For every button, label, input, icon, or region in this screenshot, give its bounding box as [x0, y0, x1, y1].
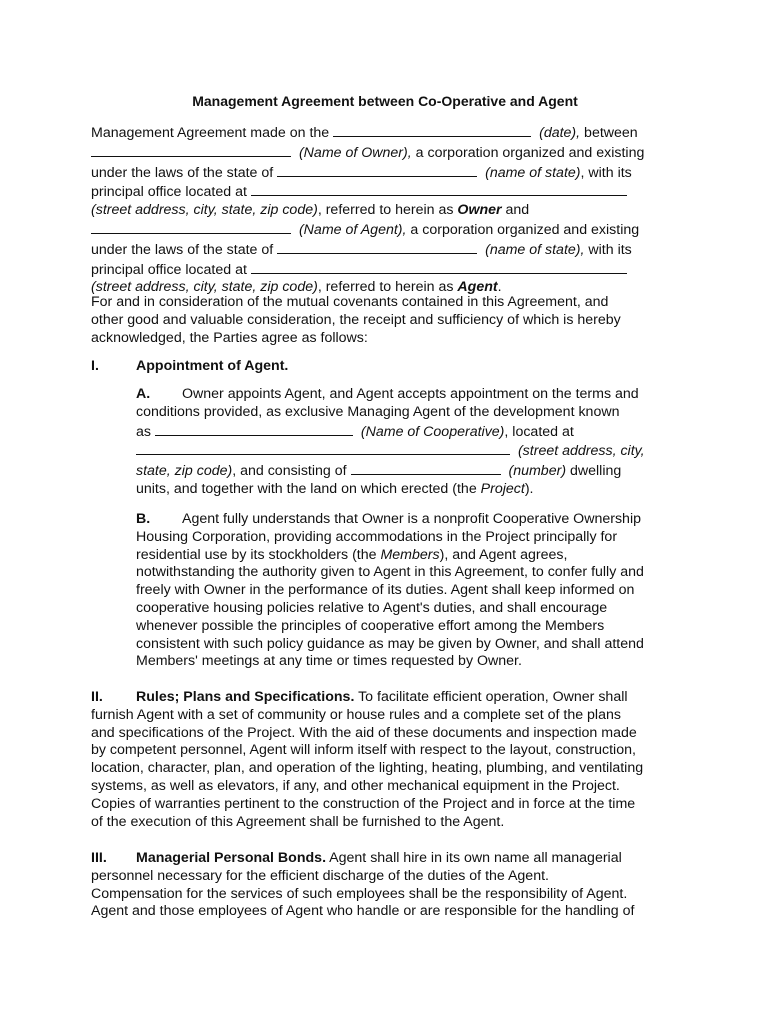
section-number: III.	[91, 850, 107, 866]
paragraph-line: For and in consideration of the mutual covenants contained in this Agreement, and	[91, 294, 609, 310]
agent-address-hint: (street address, city, state, zip code)	[91, 279, 318, 296]
intro-paragraph	[91, 123, 691, 297]
date-blank[interactable]	[333, 123, 531, 137]
owner-address-hint: (street address, city, state, zip code)	[91, 202, 318, 219]
agent-term: Agent	[457, 279, 498, 296]
paragraph-line: Compensation for the services of such employees shall be the responsibility of Agent.	[91, 885, 628, 902]
project-address-hint: state, zip code)	[136, 463, 233, 480]
section-title: Rules; Plans and Specifications.	[136, 689, 355, 705]
paragraph-line: freely with Owner in the performance of its duties. Agent shall keep informed on	[136, 582, 635, 599]
paragraph-line: by competent personnel, Agent will inform itself with respect to the layout, construction,	[91, 742, 636, 759]
dwelling-count-hint: (number)	[508, 463, 567, 480]
paragraph-line: furnish Agent with a set of community or house rules and a complete set of the plans	[91, 706, 621, 723]
intro-text: with its	[584, 241, 632, 258]
clause-1a	[136, 386, 696, 499]
paragraph-line: location, character, plan, and operation of the lighting, heating, plumbing, and ventilating	[91, 760, 644, 777]
paragraph-text: Agent shall hire in its own name all managerial	[326, 850, 622, 866]
section-number: I.	[91, 358, 99, 374]
intro-text: , referred to herein as	[317, 202, 458, 219]
paragraph-line: consistent with such policy guidance as may be given by Owner, and shall attend	[136, 635, 644, 652]
owner-state-blank[interactable]	[277, 163, 477, 177]
paragraph-line: Members' meetings at any time or times requested by Owner.	[136, 653, 522, 670]
paragraph-line: whenever possible the principles of cooperative effort among the Members	[136, 617, 605, 634]
paragraph-line: cooperative housing policies relative to Agent's duties, and shall encourage	[136, 599, 608, 616]
intro-text: Management Agreement made on the	[91, 125, 330, 141]
section-title: Managerial Personal Bonds.	[136, 850, 327, 866]
consideration-paragraph	[91, 294, 691, 347]
clause-1b	[136, 511, 696, 671]
paragraph-line: Agent and those employees of Agent who handle or are responsible for the handling of	[91, 903, 635, 920]
paragraph-line: acknowledged, the Parties agree as follows:	[91, 329, 368, 346]
owner-state-hint: (name of state)	[485, 164, 581, 181]
agent-state-blank[interactable]	[277, 240, 477, 254]
paragraph-line: systems, as well as elevators, if any, and other mechanical equipment in the Project.	[91, 777, 620, 794]
owner-name-blank[interactable]	[91, 143, 291, 157]
section-2	[91, 689, 691, 831]
paragraph-text: ), and Agent agrees,	[439, 546, 568, 563]
section-number: II.	[91, 689, 103, 705]
agent-address-blank[interactable]	[251, 260, 627, 274]
owner-name-hint: (Name of Owner),	[298, 144, 412, 161]
paragraph-text: units, and together with the land on which erected (the	[136, 480, 481, 497]
paragraph-line: Copies of warranties pertinent to the construction of the Project and in force at the time	[91, 795, 636, 812]
agent-state-hint: (name of state),	[485, 241, 585, 258]
paragraph-line: Owner appoints Agent, and Agent accepts appointment on the terms and	[182, 386, 639, 402]
paragraph-line: of the execution of this Agreement shall be furnished to the Agent.	[91, 813, 505, 830]
owner-term: Owner	[457, 202, 502, 219]
dwelling-count-blank[interactable]	[351, 461, 501, 475]
paragraph-line: personnel necessary for the efficient discharge of the duties of the Agent.	[91, 867, 549, 884]
section-title: Appointment of Agent.	[136, 358, 289, 374]
paragraph-line: conditions provided, as exclusive Managing Agent of the development known	[136, 403, 620, 420]
paragraph-line: and specifications of the Project. With the aid of these documents and inspection made	[91, 724, 637, 741]
intro-text: under the laws of the state of	[91, 164, 274, 181]
date-hint: (date),	[539, 125, 581, 141]
paragraph-text: , located at	[504, 423, 574, 440]
paragraph-line: other good and valuable consideration, the receipt and sufficiency of which is hereby	[91, 311, 621, 328]
document-title: Management Agreement between Co-Operative and Agent	[192, 93, 578, 109]
section-3	[91, 850, 691, 921]
clause-label: B.	[136, 511, 151, 527]
paragraph-text: residential use by its stockholders (the	[136, 546, 381, 563]
paragraph-text: ).	[524, 480, 534, 497]
intro-text: .	[497, 279, 502, 296]
intro-text: principal office located at	[91, 184, 247, 201]
section-1-heading	[91, 358, 288, 376]
agent-name-blank[interactable]	[91, 220, 291, 234]
owner-address-blank[interactable]	[251, 182, 627, 196]
cooperative-name-hint: (Name of Cooperative)	[360, 423, 505, 440]
paragraph-text: , and consisting of	[232, 463, 347, 480]
project-term: Project	[480, 480, 525, 497]
clause-label: A.	[136, 386, 151, 402]
intro-text: and	[501, 202, 530, 219]
project-address-blank[interactable]	[136, 441, 510, 455]
paragraph-text: dwelling	[566, 463, 622, 480]
paragraph-text: as	[136, 423, 151, 440]
intro-text: a corporation organized and existing	[411, 144, 645, 161]
paragraph-line: notwithstanding the authority given to Agent in this Agreement, to confer fully and	[136, 564, 644, 581]
members-term: Members	[380, 546, 440, 563]
intro-text: , referred to herein as	[317, 279, 458, 296]
intro-text: a corporation organized and existing	[406, 221, 640, 238]
paragraph-line: Agent fully understands that Owner is a nonprofit Cooperative Ownership	[182, 511, 641, 527]
paragraph-line: Housing Corporation, providing accommodations in the Project principally for	[136, 528, 618, 545]
project-address-hint: (street address, city,	[517, 443, 645, 460]
intro-text: between	[580, 125, 638, 141]
intro-text: , with its	[580, 164, 632, 181]
intro-text: principal office located at	[91, 261, 247, 278]
intro-text: under the laws of the state of	[91, 241, 274, 258]
cooperative-name-blank[interactable]	[155, 422, 353, 436]
agent-name-hint: (Name of Agent),	[298, 221, 407, 238]
paragraph-text: To facilitate efficient operation, Owner shall	[354, 689, 628, 705]
